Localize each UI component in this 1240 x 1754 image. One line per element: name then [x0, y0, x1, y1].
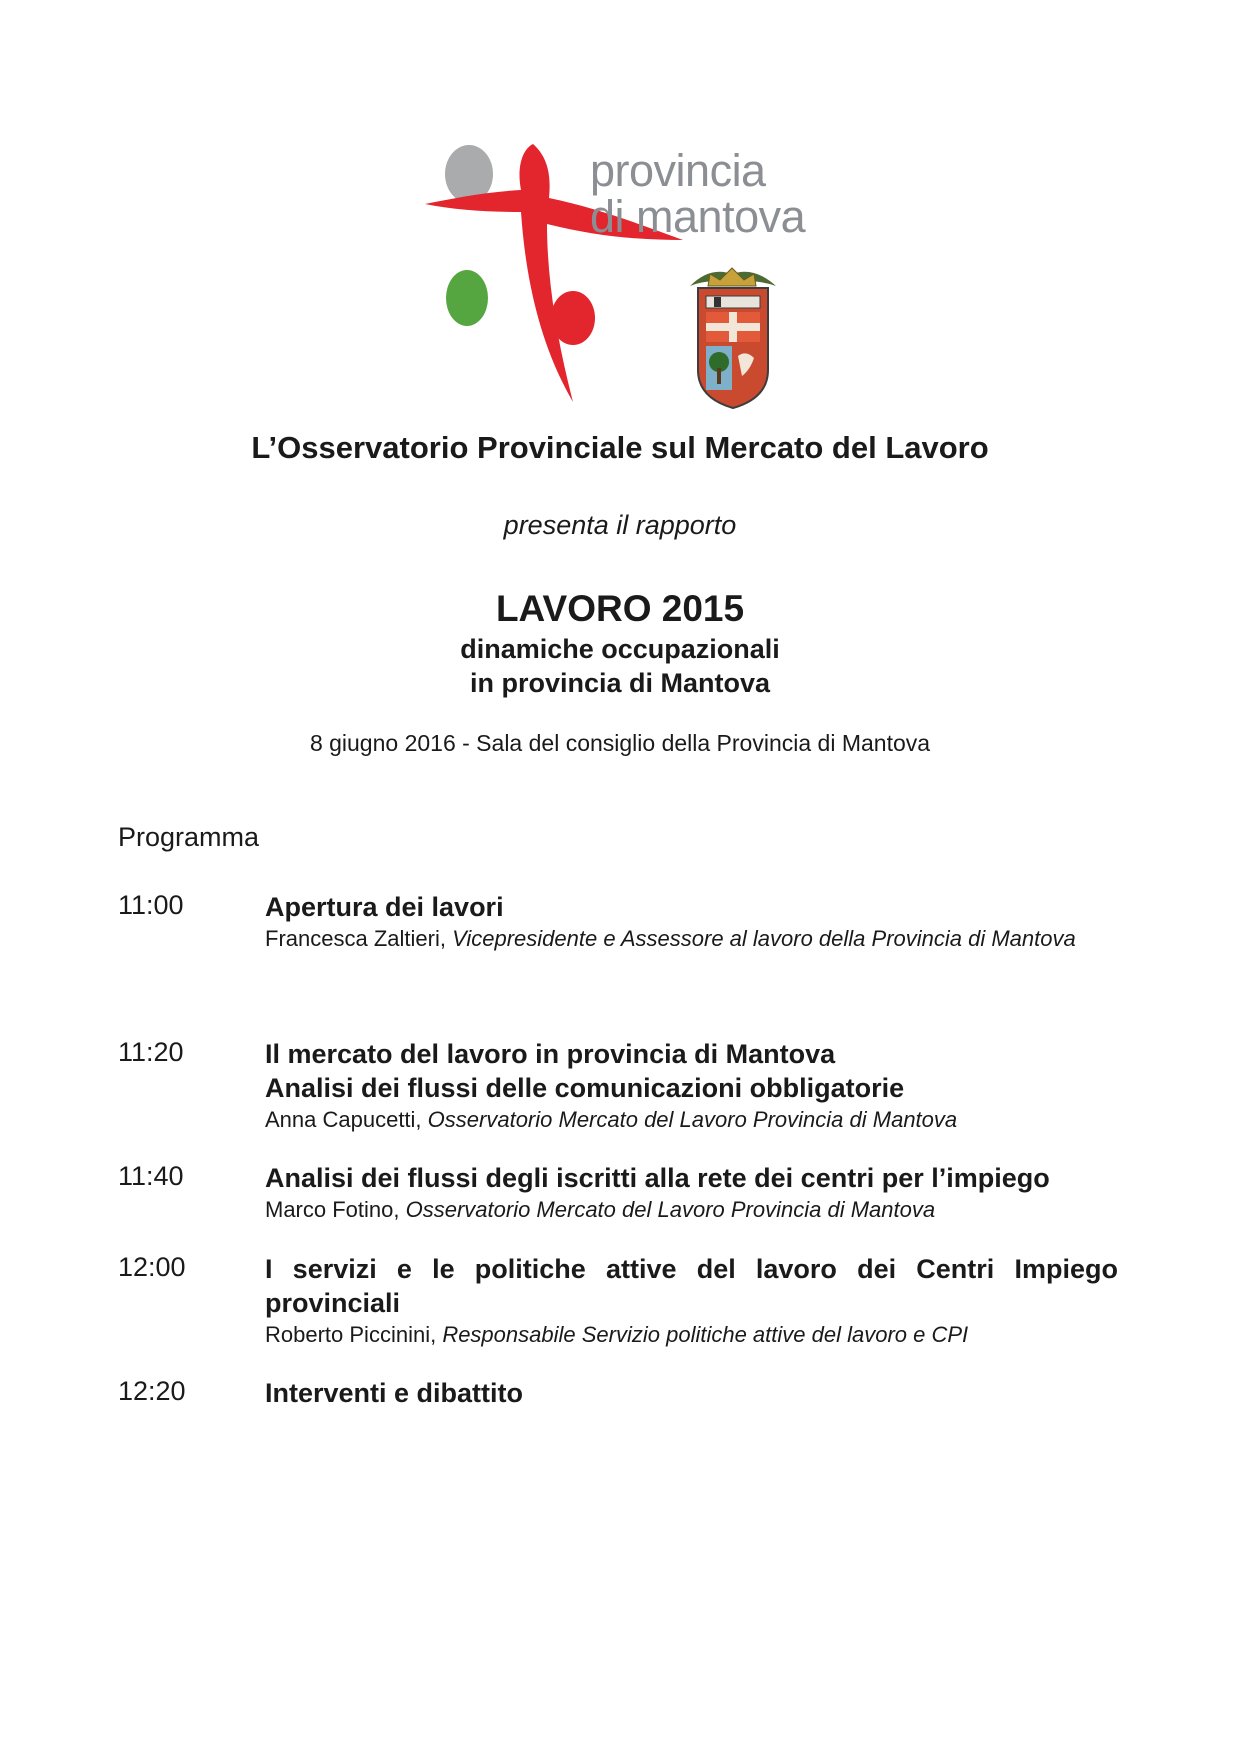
speaker-role: Vicepresidente e Assessore al lavoro della Provincia di Mantova — [452, 926, 1076, 951]
report-title: LAVORO 2015 — [495, 588, 745, 629]
logo-wordmark-line1: provincia — [590, 145, 766, 196]
speaker-name: Roberto Piccinini, — [265, 1322, 443, 1347]
program-item-title — [265, 1252, 1118, 1320]
program-item-body — [265, 1376, 1118, 1410]
report-subtitle-line1: dinamiche occupazionali — [460, 634, 780, 664]
speaker-role: Osservatorio Mercato del Lavoro Provincia di Mantova — [405, 1197, 936, 1222]
program-item-time: 11:00 — [118, 890, 184, 920]
program-item-speaker — [265, 1320, 1118, 1350]
presents-text: presenta il rapporto — [503, 510, 737, 540]
program-item-title-line: Apertura dei lavori — [265, 892, 504, 922]
speaker-name: Anna Capucetti, — [265, 1107, 428, 1132]
program-item-body — [265, 1252, 1118, 1350]
program-item-title-line: I servizi e le politiche attive del lavoro dei Centri Impiego provinciali — [265, 1254, 1118, 1318]
program-item-title-line: Analisi dei flussi degli iscritti alla rete dei centri per l’impiego — [265, 1163, 1050, 1193]
program-item-body — [265, 1161, 1118, 1225]
coat-of-arms-icon — [680, 258, 785, 418]
program-item-time: 12:00 — [118, 1252, 186, 1282]
program-item-title-line: Interventi e dibattito — [265, 1378, 524, 1408]
program-item-title-line: Analisi dei flussi delle comunicazioni obbligatorie — [265, 1073, 905, 1103]
logo-wordmark-line2: di mantova — [590, 191, 806, 242]
provincia-di-mantova-logo — [425, 140, 825, 430]
program-item-title — [265, 1161, 1118, 1195]
program-item-title-line: Il mercato del lavoro in provincia di Mantova — [265, 1039, 836, 1069]
report-subtitle — [0, 632, 1240, 700]
speaker-name: Marco Fotino, — [265, 1197, 406, 1222]
program-item-time: 11:40 — [118, 1161, 184, 1191]
program-item-time: 11:20 — [118, 1037, 184, 1067]
speaker-name: Francesca Zaltieri, — [265, 926, 453, 951]
report-subtitle-line2: in provincia di Mantova — [469, 668, 771, 698]
speaker-role: Responsabile Servizio politiche attive del lavoro e CPI — [442, 1322, 969, 1347]
program-heading: Programma — [118, 822, 260, 852]
program-item-speaker — [265, 1195, 1118, 1225]
program-item-speaker — [265, 924, 1118, 954]
program-item-time: 12:20 — [118, 1376, 186, 1406]
program-item-title — [265, 890, 1118, 924]
program-item-body — [265, 1037, 1118, 1135]
event-date-location: 8 giugno 2016 - Sala del consiglio della Provincia di Mantova — [309, 730, 931, 756]
logo-wordmark — [590, 145, 806, 242]
organization-title: L’Osservatorio Provinciale sul Mercato del Lavoro — [251, 430, 989, 465]
program-item-body — [265, 890, 1118, 954]
program-item-speaker — [265, 1105, 1118, 1135]
program-item-title — [265, 1037, 1118, 1105]
speaker-role: Osservatorio Mercato del Lavoro Provincia di Mantova — [427, 1107, 958, 1132]
program-item-title — [265, 1376, 1118, 1410]
